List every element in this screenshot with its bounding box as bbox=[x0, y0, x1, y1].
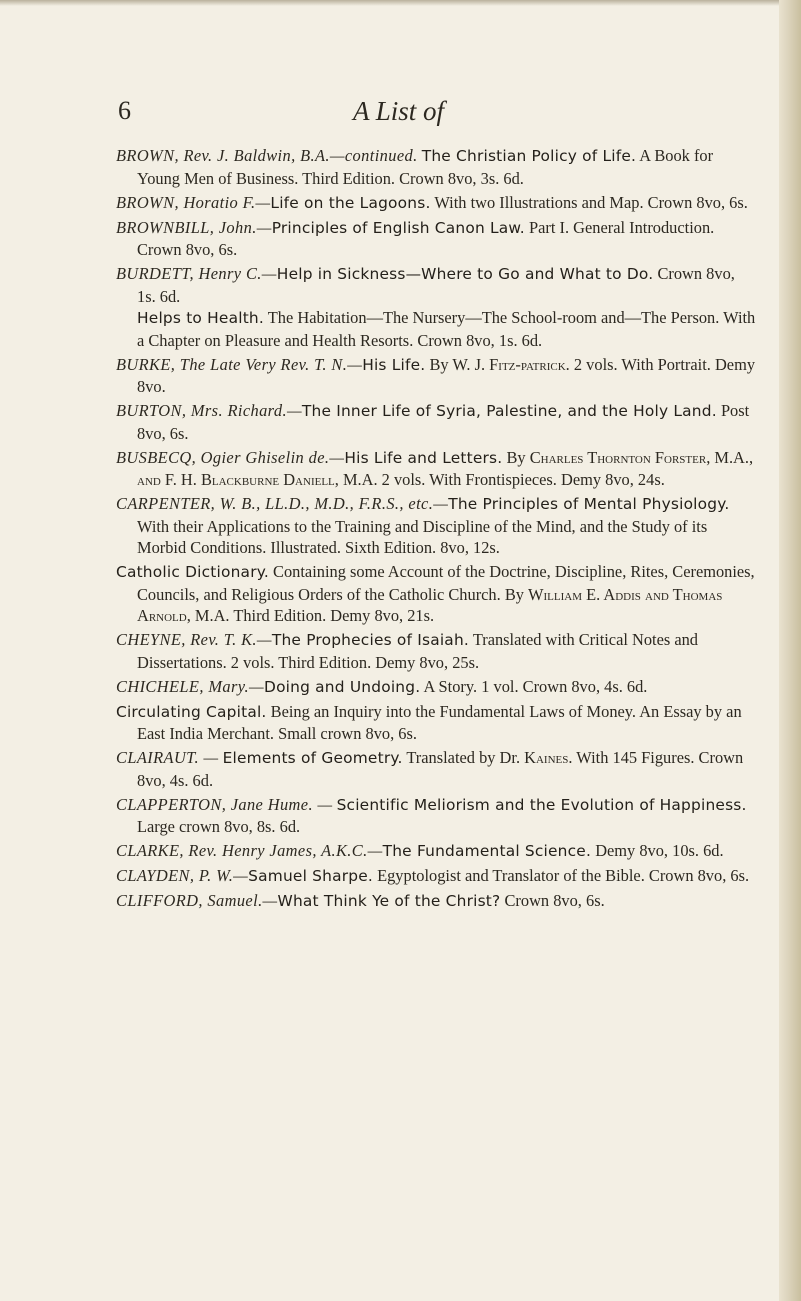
catalogue-entry bbox=[116, 676, 756, 699]
catalogue-entry bbox=[116, 840, 756, 863]
entry-details-continued: 2 vols. With Portrait. Demy 8vo. bbox=[137, 354, 756, 396]
entry-details: A Story. 1 vol. Crown 8vo, 4s. 6d. bbox=[423, 676, 648, 696]
entry-title: His Life. bbox=[362, 355, 426, 374]
entry-title: Doing and Undoing. bbox=[264, 677, 421, 696]
entry-author: CLARKE, Rev. Henry James, A.K.C.— bbox=[116, 841, 383, 860]
entry-details: Being an Inquiry into the Fundamental Laws of Money. An Essay by an East India Merchant. Small crown 8vo, 6s. bbox=[137, 701, 742, 743]
entry-details: Containing some Account of the Doctrine, Discipline, Rites, Ceremonies, Councils, and Religious Orders of the Catholic Church. By bbox=[137, 562, 755, 604]
entry-details-continued: 2 vols. With Frontispieces. Demy 8vo, 24s. bbox=[377, 470, 665, 489]
entry-title: Principles of English Canon Law. bbox=[271, 218, 525, 237]
entry-author: CARPENTER, W. B., LL.D., M.D., F.R.S., etc.— bbox=[116, 494, 449, 513]
entry-details: By bbox=[506, 447, 530, 467]
entry-title: The Principles of Mental Physiology. bbox=[448, 495, 730, 513]
catalogue-entry bbox=[116, 493, 756, 559]
entry-details-continued: With 145 Figures. Crown 8vo, 4s. 6d. bbox=[137, 748, 744, 790]
entry-details: Crown 8vo, 6s. bbox=[504, 891, 605, 910]
entry-author: BROWN, Horatio F.— bbox=[116, 192, 271, 212]
entry-author: BROWNBILL, John.— bbox=[116, 217, 272, 237]
entry-author: CHEYNE, Rev. T. K.— bbox=[116, 630, 272, 649]
entry-author: CLAIRAUT. — bbox=[116, 748, 219, 767]
entry-title: The Inner Life of Syria, Palestine, and the Holy Land. bbox=[301, 402, 717, 420]
entry-title: What Think Ye of the Christ? bbox=[277, 892, 501, 910]
entry-details: Demy 8vo, 10s. 6d. bbox=[595, 841, 724, 860]
catalogue-entry bbox=[116, 354, 756, 398]
catalogue-entry bbox=[116, 217, 756, 261]
entry-author: BURDETT, Henry C.— bbox=[116, 264, 277, 283]
entry-author: CLAPPERTON, Jane Hume. — bbox=[116, 794, 333, 814]
catalogue-entries bbox=[116, 145, 756, 915]
page-header bbox=[0, 95, 779, 135]
catalogue-entry bbox=[116, 629, 756, 673]
entry-author: BURKE, The Late Very Rev. T. N.— bbox=[116, 354, 363, 374]
entry-title: Elements of Geometry. bbox=[222, 749, 403, 767]
entry-details: Translated with Critical Notes and Dissertations. 2 vols. Third Edition. Demy 8vo, 25s. bbox=[137, 630, 698, 672]
entry-title: The Christian Policy of Life. bbox=[421, 147, 637, 165]
entry-details: A Book for Young Men of Business. Third Edition. Crown 8vo, 3s. 6d. bbox=[137, 146, 714, 188]
entry-details: Crown 8vo, 1s. 6d. bbox=[137, 264, 735, 306]
entry-author: BURTON, Mrs. Richard.— bbox=[116, 401, 302, 420]
catalogue-entry bbox=[116, 747, 756, 791]
entry-details: Translated by Dr. bbox=[406, 748, 525, 767]
entry-details: Egyptologist and Translator of the Bible. Crown 8vo, 6s. bbox=[377, 866, 750, 885]
entry-details: With two Illustrations and Map. Crown 8vo, 6s. bbox=[434, 192, 748, 212]
entry-details: With their Applications to the Training and Discipline of the Mind, and the Study of its Morbid Conditions. Illustrated. Sixth Edition. 8vo, 12s. bbox=[137, 516, 708, 557]
entry-author: CLIFFORD, Samuel.— bbox=[116, 891, 278, 910]
entry-details: Post 8vo, 6s. bbox=[137, 401, 750, 443]
entry-author-credit: William E. Addis and Thomas Arnold, M.A. bbox=[137, 584, 723, 625]
catalogue-entry bbox=[116, 400, 756, 444]
entry-author: BUSBECQ, Ogier Ghiselin de.— bbox=[116, 447, 345, 467]
entry-title: Scientific Meliorism and the Evolution of Happiness. bbox=[336, 795, 747, 814]
entry-sub-details: The Habitation—The Nursery—The School-room and—The Person. With a Chapter on Pleasure and Health Resorts. Crown 8vo, 1s. 6d. bbox=[137, 308, 756, 350]
entry-subtitle: Helps to Health. bbox=[137, 309, 264, 327]
page-top-shadow bbox=[0, 0, 801, 6]
catalogue-entry bbox=[116, 263, 756, 351]
page-edge bbox=[779, 0, 801, 1301]
entry-author: BROWN, Rev. J. Baldwin, B.A.—continued. bbox=[116, 146, 418, 165]
entry-title: Samuel Sharpe. bbox=[248, 867, 373, 885]
catalogue-entry bbox=[116, 865, 756, 888]
catalogue-entry bbox=[116, 447, 756, 491]
entry-title: Help in Sickness—Where to Go and What to Do. bbox=[276, 265, 654, 283]
entry-title: His Life and Letters. bbox=[344, 448, 503, 467]
entry-author-credit: Charles Thornton Forster, M.A., and F. H. Blackburne Daniell, M.A. bbox=[137, 447, 754, 489]
catalogue-entry bbox=[116, 701, 756, 745]
entry-details: Part I. General Introduction. Crown 8vo, 6s. bbox=[137, 217, 715, 259]
entry-title: Life on the Lagoons. bbox=[270, 193, 431, 212]
entry-title: The Fundamental Science. bbox=[382, 842, 592, 860]
page-number: 6 bbox=[118, 96, 131, 125]
catalogue-entry bbox=[116, 890, 756, 913]
entry-author-credit: Kaines. bbox=[524, 748, 573, 767]
catalogue-entry bbox=[116, 794, 756, 838]
entry-details: By W. J. bbox=[429, 354, 490, 374]
running-title: A List of bbox=[352, 96, 445, 126]
catalogue-entry bbox=[116, 561, 756, 627]
entry-author: CLAYDEN, P. W.— bbox=[116, 866, 249, 885]
entry-title: Catholic Dictionary. bbox=[116, 563, 269, 581]
entry-title: The Prophecies of Isaiah. bbox=[271, 631, 469, 649]
entry-author: CHICHELE, Mary.— bbox=[116, 676, 265, 696]
catalogue-entry bbox=[116, 145, 756, 189]
entry-details: Large crown 8vo, 8s. 6d. bbox=[137, 817, 301, 836]
entry-details-continued: Third Edition. Demy 8vo, 21s. bbox=[229, 606, 435, 625]
entry-author-credit: Fitz-patrick. bbox=[489, 354, 570, 374]
catalogue-entry bbox=[116, 192, 756, 215]
entry-title: Circulating Capital. bbox=[116, 702, 267, 721]
